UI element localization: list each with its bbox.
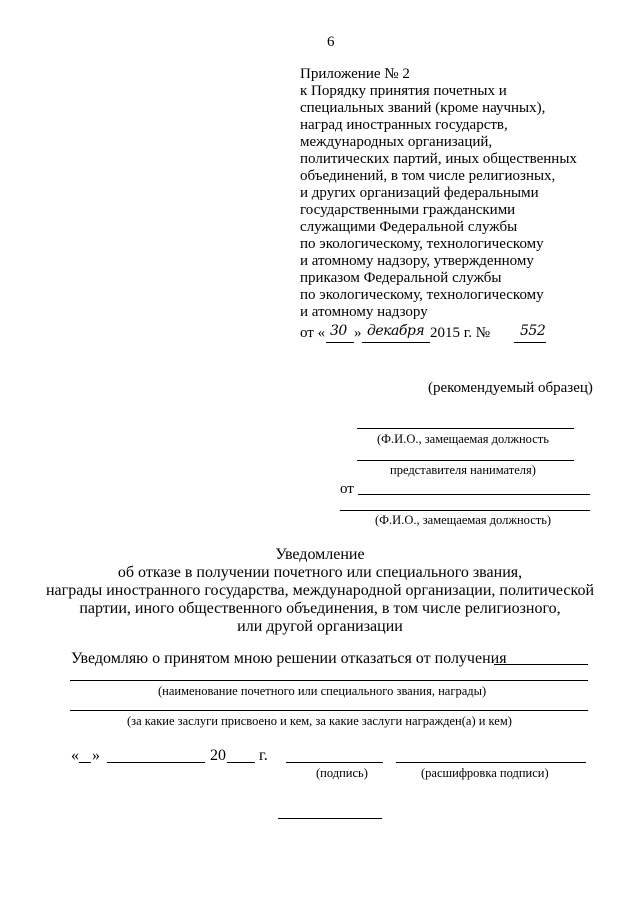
appendix-line: и атомному надзору: [300, 304, 428, 320]
appendix-line: специальных званий (кроме научных),: [300, 100, 546, 116]
notice-title: Уведомление: [275, 546, 365, 563]
merit-fill-line: [70, 710, 588, 711]
signature-label: (подпись): [316, 766, 368, 780]
appendix-title: Приложение № 2: [300, 66, 410, 82]
signature-line: [286, 762, 383, 763]
notice-subtitle-line: партии, иного общественного объединения, в том числе религиозного,: [79, 600, 561, 617]
order-number-underline: [514, 342, 546, 343]
award-hint: (наименование почетного или специального звания, награды): [158, 684, 487, 698]
notice-subtitle-line: об отказе в получении почетного или специального звания,: [117, 564, 523, 581]
appendix-line: приказом Федеральной службы: [300, 270, 502, 286]
order-date-year: 2015 г. №: [430, 325, 491, 341]
addressee-line: [357, 428, 574, 429]
appendix-line: к Порядку принятия почетных и: [300, 83, 507, 99]
addressee-line: [357, 460, 574, 461]
transcript-line: [396, 762, 586, 763]
date-quote-close: »: [92, 747, 100, 764]
appendix-line: наград иностранных государств,: [300, 117, 508, 133]
order-date-month-underline: [362, 342, 430, 343]
order-date-day-underline: [326, 342, 354, 343]
appendix-line: и атомному надзору, утвержденному: [300, 253, 534, 269]
date-quote-open: «: [71, 747, 79, 764]
date-day-line: [79, 762, 91, 763]
year-suffix: г.: [259, 747, 268, 764]
appendix-line: служащими Федеральной службы: [300, 219, 518, 235]
employer-rep-hint: представителя нанимателя): [390, 463, 536, 477]
appendix-line: политических партий, иных общественных: [300, 151, 577, 167]
appendix-line: по экологическому, технологическому: [300, 287, 544, 303]
date-year-line: [227, 762, 255, 763]
statement-text: Уведомляю о принятом мною решении отказаться от получения: [71, 650, 507, 667]
from-label: от: [340, 481, 354, 497]
appendix-line: объединений, в том числе религиозных,: [300, 168, 556, 184]
award-fill-line: [70, 680, 588, 681]
order-date-mid: »: [354, 325, 362, 341]
appendix-line: и других организаций федеральными: [300, 185, 539, 201]
statement-fill-line: [494, 664, 588, 665]
appendix-line: международных организаций,: [300, 134, 493, 150]
transcript-label: (расшифровка подписи): [421, 766, 549, 780]
merit-hint: (за какие заслуги присвоено и кем, за какие заслуги награжден(а) и кем): [127, 714, 512, 728]
closing-separator: [278, 818, 382, 819]
order-date-day: 30: [330, 323, 347, 339]
order-date-month: декабря: [367, 323, 425, 339]
notice-subtitle-line: награды иностранного государства, международной организации, политической: [45, 582, 595, 599]
appendix-line: государственными гражданскими: [300, 202, 516, 218]
page-number: 6: [327, 34, 335, 50]
notice-subtitle-line: или другой организации: [237, 618, 403, 635]
order-number: 552: [520, 323, 546, 339]
date-month-line: [107, 762, 205, 763]
order-date-prefix: от «: [300, 325, 326, 341]
sample-note: (рекомендуемый образец): [428, 380, 593, 396]
from-line: [358, 494, 590, 495]
year-prefix: 20: [210, 747, 226, 764]
from-line-2: [340, 510, 590, 511]
fio-position-hint-2: (Ф.И.О., замещаемая должность): [375, 513, 552, 527]
fio-position-hint: (Ф.И.О., замещаемая должность: [377, 432, 549, 446]
appendix-line: по экологическому, технологическому: [300, 236, 544, 252]
